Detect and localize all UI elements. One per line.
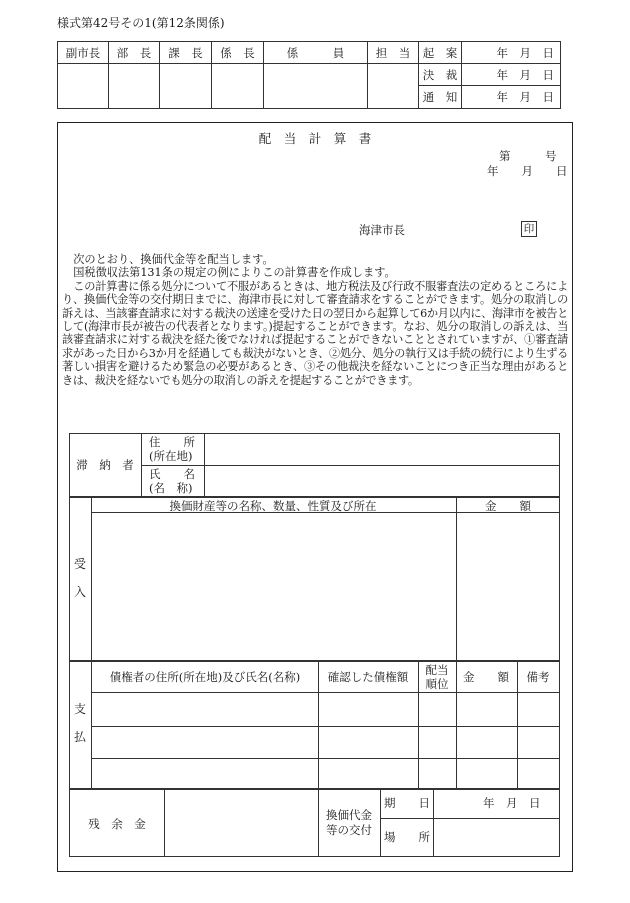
property-header: 換価財産等の名称、数量、性質及び所在 (169, 499, 377, 513)
stamp-cell (212, 64, 264, 109)
approval-table (57, 41, 561, 109)
name-label: 氏 名 (149, 467, 195, 481)
stamp-cell (160, 64, 212, 109)
date-value: 年 月 日 (462, 86, 561, 109)
delivery-sublabel: 等の交付 (326, 823, 372, 837)
address-field[interactable] (205, 434, 559, 464)
address-label: 住 所 (149, 435, 195, 449)
balance-label: 残 余 金 (88, 817, 146, 831)
issuer-name: 海津市長 (359, 223, 405, 237)
order-header: 配当 (425, 663, 449, 677)
stamp-cell (368, 64, 419, 109)
issue-date: 年 月 日 (487, 164, 568, 178)
approval-header: 係 長 (212, 42, 264, 64)
balance-field[interactable] (165, 790, 317, 856)
notice-text (62, 253, 568, 387)
stamp-cell (109, 64, 160, 109)
seal-mark: 印 (521, 221, 537, 237)
creditor-header: 債権者の住所(所在地)及び氏名(名称) (109, 670, 301, 684)
amount-header: 金 額 (485, 499, 531, 513)
name-sublabel: (名 称) (149, 481, 193, 495)
date-label: 起 案 (419, 42, 462, 64)
approval-header: 担 当 (368, 42, 419, 64)
approval-header: 部 長 (109, 42, 160, 64)
address-sublabel: (所在地) (149, 449, 193, 463)
receipt-amount-field[interactable] (457, 513, 559, 660)
receipt-label: 受入 (73, 557, 86, 599)
approval-header: 課 長 (160, 42, 212, 64)
name-field[interactable] (205, 466, 559, 496)
stamp-cell (264, 64, 368, 109)
form-label: 様式第42号その1(第12条関係) (57, 16, 225, 30)
delivery-date-value: 年 月 日 (483, 796, 541, 810)
property-field[interactable] (92, 513, 455, 660)
delivery-place-label: 場 所 (384, 830, 430, 844)
document-number: 第 号 (499, 149, 557, 163)
payment-label: 支払 (73, 702, 86, 744)
payment-amount-header: 金 額 (463, 670, 509, 684)
payment-row[interactable] (92, 693, 559, 725)
intro-line: 国税徴収法第131条の規定の例によりこの計算書を作成します。 (73, 266, 396, 280)
delivery-date-label: 期 日 (384, 796, 430, 810)
confirmed-amount-header: 確認した債権額 (327, 670, 409, 684)
notice-paragraph: この計算書に係る処分について不服があるときは、地方税法及び行政不服審査法の定めるところにより、換価代金等の交付期日までに、海津市長に対して審査請求をすることができます。処分の取消しの訴えは、当該審査請求に対する裁決の送達を受けた日の翌日から起算して6か月以内に、海津市を被告として(海津市長が被告の代表者となります。)提起することができます。なお、処分の取消しの訴えは、当該審査請求に対する裁決を経た後でなければ提起することができないこととされていますが、①審査請求があった日から3か月を経過しても裁決がないとき、②処分、処分の執行又は手続の続行により生ずる著しい損害を避けるため緊急の必要があるとき、③その他裁決を経ないことにつき正当な理由があるときは、裁決を経ないでも処分の取消しの訴えを提起することができます。 (62, 279, 568, 387)
approval-header: 係 員 (264, 42, 368, 64)
approval-header: 副市長 (58, 42, 109, 64)
stamp-cell (58, 64, 109, 109)
date-label: 通 知 (419, 86, 462, 109)
remarks-header: 備考 (526, 670, 550, 684)
delinquent-label: 滞 納 者 (76, 458, 134, 472)
date-label: 決 裁 (419, 64, 462, 86)
date-value: 年 月 日 (462, 64, 561, 86)
payment-row[interactable] (92, 759, 559, 788)
date-value: 年 月 日 (462, 42, 561, 64)
intro-line: 次のとおり、換価代金等を配当します。 (73, 253, 274, 266)
delivery-place-field[interactable] (434, 819, 559, 856)
order-subheader: 順位 (425, 677, 449, 691)
delivery-label: 換価代金 (326, 808, 372, 822)
payment-row[interactable] (92, 727, 559, 757)
page-title: 配 当 計 算 書 (258, 131, 372, 146)
